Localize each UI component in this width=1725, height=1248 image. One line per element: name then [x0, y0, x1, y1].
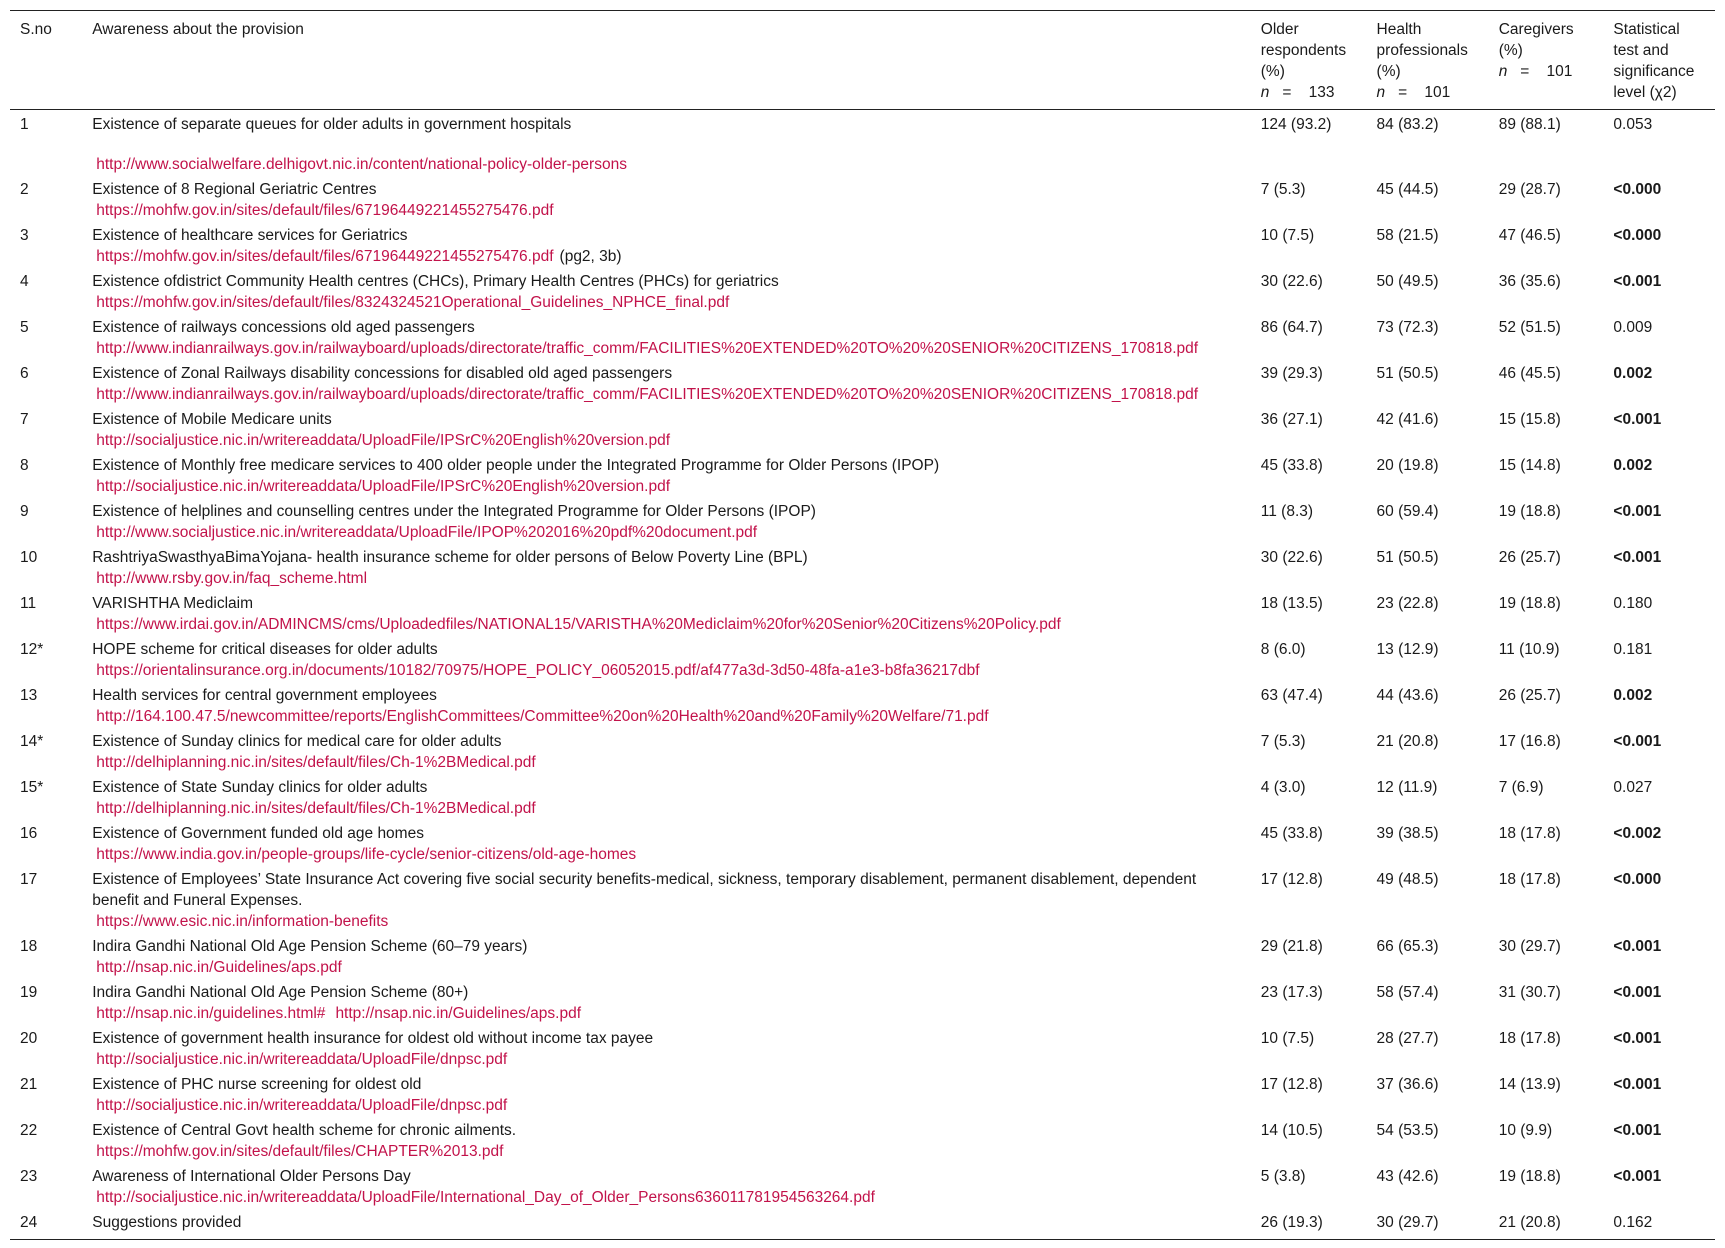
row-health-professionals: 39 (38.5) [1376, 825, 1439, 842]
row-significance: <0.001 [1613, 938, 1662, 955]
row-sno: 9 [20, 503, 29, 520]
table-row [10, 359, 1715, 405]
header-older-n: n = 133 [1260, 84, 1335, 101]
provision-title: Existence of PHC nurse screening for oldest old [92, 1076, 422, 1093]
header-caregivers [1489, 11, 1604, 110]
provision-title: Existence of Zonal Railways disability concessions for disabled old aged passengers [92, 365, 673, 382]
header-statistical-test: Statistical test and significance level (χ2) [1613, 21, 1695, 101]
provision-links [92, 1141, 1245, 1162]
row-caregivers: 10 (9.9) [1498, 1122, 1553, 1139]
provision-title: Existence of Central Govt health scheme for chronic ailments. [92, 1122, 517, 1139]
row-provision [82, 1070, 1251, 1116]
reference-link[interactable]: http://www.indianrailways.gov.in/railwayboard/uploads/directorate/traffic_comm/FACILITIES%20EXTENDED%20TO%20%20SENIOR%20CITIZENS_170818.pdf [96, 386, 1199, 403]
row-health-professionals: 50 (49.5) [1376, 273, 1439, 290]
row-older-respondents: 45 (33.8) [1260, 825, 1323, 842]
row-provision [82, 451, 1251, 497]
provision-title: Awareness of International Older Persons Day [92, 1168, 411, 1185]
row-sno: 18 [20, 938, 38, 955]
reference-link[interactable]: http://socialjustice.nic.in/writereaddata/UploadFile/IPSrC%20English%20version.pdf [96, 432, 671, 449]
row-significance: <0.001 [1613, 549, 1662, 566]
provision-title: Existence ofdistrict Community Health centres (CHCs), Primary Health Centres (PHCs) for geriatrics [92, 273, 779, 290]
row-caregivers: 19 (18.8) [1498, 503, 1561, 520]
provision-links [92, 1049, 1245, 1070]
row-older-respondents: 63 (47.4) [1260, 687, 1323, 704]
row-health-professionals: 51 (50.5) [1376, 549, 1439, 566]
provision-title: Existence of Sunday clinics for medical care for older adults [92, 733, 502, 750]
row-sno: 5 [20, 319, 29, 336]
row-significance: 0.180 [1613, 595, 1653, 612]
reference-link[interactable]: http://www.socialjustice.nic.in/writereaddata/UploadFile/IPOP%202016%20pdf%20document.pdf [96, 524, 758, 541]
reference-link[interactable]: http://www.indianrailways.gov.in/railwayboard/uploads/directorate/traffic_comm/FACILITIES%20EXTENDED%20TO%20%20SENIOR%20CITIZENS_170818.pdf [96, 340, 1199, 357]
row-provision [82, 405, 1251, 451]
provision-links [92, 430, 1245, 451]
provision-links [92, 384, 1245, 405]
table-row [10, 543, 1715, 589]
row-sno: 19 [20, 984, 38, 1001]
row-sno: 16 [20, 825, 38, 842]
provision-links [92, 476, 1245, 497]
row-caregivers: 36 (35.6) [1498, 273, 1561, 290]
row-sno: 13 [20, 687, 38, 704]
row-older-respondents: 36 (27.1) [1260, 411, 1323, 428]
row-health-professionals: 23 (22.8) [1376, 595, 1439, 612]
table-row [10, 978, 1715, 1024]
provision-links [92, 1003, 1245, 1024]
row-significance: 0.181 [1613, 641, 1653, 658]
row-provision [82, 865, 1251, 932]
row-caregivers: 18 (17.8) [1498, 871, 1561, 888]
provision-title: Indira Gandhi National Old Age Pension Scheme (60–79 years) [92, 938, 528, 955]
row-provision [82, 978, 1251, 1024]
provision-title: Suggestions provided [92, 1214, 242, 1231]
table-row [10, 727, 1715, 773]
provision-links [92, 246, 1245, 267]
row-health-professionals: 73 (72.3) [1376, 319, 1439, 336]
row-provision [82, 497, 1251, 543]
row-provision [82, 635, 1251, 681]
provision-title: Existence of Government funded old age homes [92, 825, 424, 842]
row-health-professionals: 66 (65.3) [1376, 938, 1439, 955]
row-caregivers: 31 (30.7) [1498, 984, 1561, 1001]
reference-link[interactable]: http://nsap.nic.in/Guidelines/aps.pdf [96, 959, 342, 976]
row-provision [82, 543, 1251, 589]
row-significance: 0.009 [1613, 319, 1653, 336]
row-provision [82, 1116, 1251, 1162]
table-row [10, 175, 1715, 221]
reference-link[interactable]: https://mohfw.gov.in/sites/default/files/67196449221455275476.pdf [96, 248, 554, 265]
provision-links [92, 911, 1245, 932]
row-older-respondents: 18 (13.5) [1260, 595, 1323, 612]
row-significance: <0.001 [1613, 1168, 1662, 1185]
header-health-professionals [1367, 11, 1489, 110]
row-significance: <0.001 [1613, 273, 1662, 290]
row-sno: 11 [20, 595, 37, 612]
row-caregivers: 47 (46.5) [1498, 227, 1561, 244]
reference-link[interactable]: https://www.irdai.gov.in/ADMINCMS/cms/Uploadedfiles/NATIONAL15/VARISTHA%20Mediclaim%20for%20Senior%20Citizens%20Policy.pdf [96, 616, 1061, 633]
row-sno: 1 [20, 116, 29, 133]
row-caregivers: 14 (13.9) [1498, 1076, 1561, 1093]
row-caregivers: 26 (25.7) [1498, 549, 1561, 566]
provision-links [92, 844, 1245, 865]
row-provision [82, 773, 1251, 819]
provision-title: Health services for central government employees [92, 687, 437, 704]
row-provision [82, 1208, 1251, 1240]
reference-link[interactable]: http://socialjustice.nic.in/writereaddata/UploadFile/International_Day_of_Older_Persons636011781954563264.pdf [96, 1189, 875, 1206]
row-provision [82, 681, 1251, 727]
row-significance: <0.001 [1613, 1030, 1662, 1047]
row-health-professionals: 43 (42.6) [1376, 1168, 1439, 1185]
row-sno: 8 [20, 457, 29, 474]
table-body [10, 110, 1715, 1240]
table-row [10, 1116, 1715, 1162]
row-health-professionals: 30 (29.7) [1376, 1214, 1439, 1231]
row-caregivers: 29 (28.7) [1498, 181, 1561, 198]
table-row [10, 1162, 1715, 1208]
provision-links [92, 338, 1245, 359]
row-sno: 17 [20, 871, 38, 888]
row-sno: 21 [20, 1076, 38, 1093]
row-health-professionals: 84 (83.2) [1376, 116, 1439, 133]
row-significance: 0.002 [1613, 365, 1653, 382]
row-significance: <0.002 [1613, 825, 1662, 842]
table-row [10, 267, 1715, 313]
table-row [10, 405, 1715, 451]
row-significance: <0.000 [1613, 181, 1662, 198]
row-sno: 24 [20, 1214, 38, 1231]
provision-title: HOPE scheme for critical diseases for older adults [92, 641, 438, 658]
reference-link[interactable]: http://www.rsby.gov.in/faq_scheme.html [96, 570, 368, 587]
row-sno: 12* [20, 641, 44, 658]
row-significance: 0.002 [1613, 687, 1653, 704]
row-older-respondents: 5 (3.8) [1260, 1168, 1306, 1185]
reference-link[interactable]: http://socialjustice.nic.in/writereaddata/UploadFile/dnpsc.pdf [96, 1051, 508, 1068]
row-caregivers: 11 (10.9) [1498, 641, 1560, 658]
row-health-professionals: 58 (57.4) [1376, 984, 1439, 1001]
row-health-professionals: 20 (19.8) [1376, 457, 1439, 474]
header-caregivers-label: Caregivers (%) [1498, 21, 1574, 59]
provision-links [92, 1095, 1245, 1116]
row-health-professionals: 44 (43.6) [1376, 687, 1439, 704]
row-caregivers: 17 (16.8) [1498, 733, 1561, 750]
table-row [10, 497, 1715, 543]
row-older-respondents: 86 (64.7) [1260, 319, 1323, 336]
row-sno: 10 [20, 549, 38, 566]
table-row [10, 1024, 1715, 1070]
reference-link[interactable]: http://164.100.47.5/newcommittee/reports/EnglishCommittees/Committee%20on%20Health%20and%20Family%20Welfare/71.pdf [96, 708, 989, 725]
row-caregivers: 15 (15.8) [1498, 411, 1561, 428]
row-provision [82, 267, 1251, 313]
row-older-respondents: 10 (7.5) [1260, 1030, 1315, 1047]
table-row [10, 932, 1715, 978]
row-significance: <0.000 [1613, 227, 1662, 244]
provision-links [92, 660, 1245, 681]
row-significance: <0.001 [1613, 411, 1662, 428]
row-provision [82, 221, 1251, 267]
provision-links [92, 200, 1245, 221]
table-row [10, 681, 1715, 727]
table-row [10, 773, 1715, 819]
row-provision [82, 932, 1251, 978]
row-significance: <0.001 [1613, 503, 1662, 520]
row-significance: 0.053 [1613, 116, 1653, 133]
row-older-respondents: 30 (22.6) [1260, 549, 1323, 566]
provision-links [92, 135, 1245, 175]
provision-links [92, 752, 1245, 773]
provision-title: Existence of Employees’ State Insurance Act covering five social security benefits-medical, sickness, temporary disablement, permanent disablement, dependent benefit and Funeral Expenses. [92, 871, 1197, 909]
row-sno: 15* [20, 779, 44, 796]
row-health-professionals: 58 (21.5) [1376, 227, 1439, 244]
row-provision [82, 727, 1251, 773]
row-health-professionals: 51 (50.5) [1376, 365, 1439, 382]
reference-link[interactable]: https://orientalinsurance.org.in/documents/10182/70975/HOPE_POLICY_06052015.pdf/af477a3d-3d50-48fa-a1e3-b8fa36217dbf [96, 662, 980, 679]
row-sno: 22 [20, 1122, 38, 1139]
provision-title: Existence of Monthly free medicare services to 400 older people under the Integrated Programme for Older Persons (IPOP) [92, 457, 940, 474]
row-health-professionals: 60 (59.4) [1376, 503, 1439, 520]
row-older-respondents: 17 (12.8) [1260, 871, 1323, 888]
table-row [10, 451, 1715, 497]
row-sno: 2 [20, 181, 29, 198]
row-older-respondents: 11 (8.3) [1260, 503, 1314, 520]
header-older-respondents [1251, 11, 1367, 110]
row-significance: 0.002 [1613, 457, 1653, 474]
provision-title: Existence of 8 Regional Geriatric Centres [92, 181, 377, 198]
reference-link[interactable]: http://socialjustice.nic.in/writereaddata/UploadFile/dnpsc.pdf [96, 1097, 508, 1114]
row-caregivers: 18 (17.8) [1498, 825, 1561, 842]
row-older-respondents: 124 (93.2) [1260, 116, 1332, 133]
reference-link[interactable]: https://www.esic.nic.in/information-benefits [96, 913, 389, 930]
row-caregivers: 52 (51.5) [1498, 319, 1561, 336]
provision-title: Indira Gandhi National Old Age Pension Scheme (80+) [92, 984, 469, 1001]
row-older-respondents: 14 (10.5) [1260, 1122, 1323, 1139]
provision-links [92, 522, 1245, 543]
row-older-respondents: 45 (33.8) [1260, 457, 1323, 474]
reference-link[interactable]: http://delhiplanning.nic.in/sites/default/files/Ch-1%2BMedical.pdf [96, 800, 536, 817]
provision-title: RashtriyaSwasthyaBimaYojana- health insurance scheme for older persons of Below Poverty Line (BPL) [92, 549, 808, 566]
row-older-respondents: 30 (22.6) [1260, 273, 1323, 290]
row-older-respondents: 7 (5.3) [1260, 733, 1306, 750]
table-row [10, 221, 1715, 267]
row-older-respondents: 26 (19.3) [1260, 1214, 1323, 1231]
row-older-respondents: 7 (5.3) [1260, 181, 1306, 198]
row-health-professionals: 45 (44.5) [1376, 181, 1439, 198]
row-older-respondents: 8 (6.0) [1260, 641, 1306, 658]
row-significance: 0.162 [1613, 1214, 1653, 1231]
reference-link[interactable]: http://delhiplanning.nic.in/sites/default/files/Ch-1%2BMedical.pdf [96, 754, 536, 771]
row-caregivers: 21 (20.8) [1498, 1214, 1561, 1231]
row-older-respondents: 4 (3.0) [1260, 779, 1306, 796]
provision-title: Existence of State Sunday clinics for older adults [92, 779, 428, 796]
row-caregivers: 19 (18.8) [1498, 595, 1561, 612]
row-health-professionals: 28 (27.7) [1376, 1030, 1439, 1047]
provision-title: Existence of railways concessions old aged passengers [92, 319, 475, 336]
row-provision [82, 110, 1251, 176]
row-sno: 14* [20, 733, 44, 750]
link-note: (pg2, 3b) [559, 248, 622, 265]
row-older-respondents: 23 (17.3) [1260, 984, 1323, 1001]
row-caregivers: 7 (6.9) [1498, 779, 1544, 796]
row-sno: 4 [20, 273, 29, 290]
row-provision [82, 1162, 1251, 1208]
provision-title: Existence of separate queues for older adults in government hospitals [92, 116, 572, 133]
row-sno: 3 [20, 227, 29, 244]
provision-links [92, 706, 1245, 727]
row-provision [82, 359, 1251, 405]
table-row [10, 313, 1715, 359]
row-caregivers: 46 (45.5) [1498, 365, 1561, 382]
row-significance: <0.001 [1613, 984, 1662, 1001]
row-provision [82, 175, 1251, 221]
row-caregivers: 30 (29.7) [1498, 938, 1561, 955]
row-significance: <0.001 [1613, 1076, 1662, 1093]
reference-link[interactable]: https://mohfw.gov.in/sites/default/files/67196449221455275476.pdf [96, 202, 554, 219]
row-provision [82, 819, 1251, 865]
header-health-label: Health professionals (%) [1376, 21, 1468, 80]
header-awareness: Awareness about the provision [92, 21, 304, 38]
row-caregivers: 26 (25.7) [1498, 687, 1561, 704]
table-row [10, 110, 1715, 176]
table-row [10, 865, 1715, 932]
row-health-professionals: 42 (41.6) [1376, 411, 1439, 428]
table-row [10, 819, 1715, 865]
awareness-table-container [10, 10, 1715, 1240]
row-older-respondents: 39 (29.3) [1260, 365, 1323, 382]
row-health-professionals: 12 (11.9) [1376, 779, 1438, 796]
reference-link[interactable]: http://nsap.nic.in/Guidelines/aps.pdf [335, 1005, 582, 1022]
table-row [10, 1070, 1715, 1116]
provision-links [92, 292, 1245, 313]
table-row [10, 1208, 1715, 1240]
reference-link[interactable]: https://www.india.gov.in/people-groups/life-cycle/senior-citizens/old-age-homes [96, 846, 637, 863]
provision-title: Existence of healthcare services for Geriatrics [92, 227, 408, 244]
row-older-respondents: 10 (7.5) [1260, 227, 1315, 244]
provision-title: Existence of government health insurance for oldest old without income tax payee [92, 1030, 654, 1047]
row-caregivers: 18 (17.8) [1498, 1030, 1561, 1047]
provision-links [92, 1187, 1245, 1208]
row-sno: 23 [20, 1168, 38, 1185]
row-sno: 6 [20, 365, 29, 382]
header-older-label: Older respondents (%) [1260, 21, 1347, 80]
header-health-n: n = 101 [1376, 84, 1451, 101]
provision-title: VARISHTHA Mediclaim [92, 595, 254, 612]
row-health-professionals: 54 (53.5) [1376, 1122, 1439, 1139]
row-provision [82, 589, 1251, 635]
row-significance: 0.027 [1613, 779, 1653, 796]
row-provision [82, 1024, 1251, 1070]
provision-title: Existence of helplines and counselling centres under the Integrated Programme for Older Persons (IPOP) [92, 503, 816, 520]
row-significance: <0.001 [1613, 1122, 1662, 1139]
provision-links [92, 614, 1245, 635]
row-significance: <0.001 [1613, 733, 1662, 750]
reference-link[interactable]: http://nsap.nic.in/guidelines.html# [96, 1005, 326, 1022]
awareness-table [10, 10, 1715, 1240]
provision-links [92, 957, 1245, 978]
reference-link[interactable]: https://mohfw.gov.in/sites/default/files/8324324521Operational_Guidelines_NPHCE_final.pdf [96, 294, 730, 311]
row-sno: 7 [20, 411, 29, 428]
row-health-professionals: 21 (20.8) [1376, 733, 1439, 750]
row-health-professionals: 49 (48.5) [1376, 871, 1439, 888]
provision-links [92, 568, 1245, 589]
table-row [10, 635, 1715, 681]
provision-title: Existence of Mobile Medicare units [92, 411, 332, 428]
row-older-respondents: 29 (21.8) [1260, 938, 1323, 955]
reference-link[interactable]: http://www.socialwelfare.delhigovt.nic.in/content/national-policy-older-persons [96, 156, 627, 173]
row-provision [82, 313, 1251, 359]
reference-link[interactable]: https://mohfw.gov.in/sites/default/files/CHAPTER%2013.pdf [96, 1143, 504, 1160]
row-health-professionals: 13 (12.9) [1376, 641, 1439, 658]
row-sno: 20 [20, 1030, 38, 1047]
row-caregivers: 19 (18.8) [1498, 1168, 1561, 1185]
table-row [10, 589, 1715, 635]
row-caregivers: 89 (88.1) [1498, 116, 1561, 133]
header-sno: S.no [20, 21, 52, 38]
table-header [10, 11, 1715, 110]
reference-link[interactable]: http://socialjustice.nic.in/writereaddata/UploadFile/IPSrC%20English%20version.pdf [96, 478, 671, 495]
row-caregivers: 15 (14.8) [1498, 457, 1561, 474]
header-caregivers-n: n = 101 [1498, 63, 1573, 80]
row-health-professionals: 37 (36.6) [1376, 1076, 1439, 1093]
provision-links [92, 798, 1245, 819]
row-older-respondents: 17 (12.8) [1260, 1076, 1323, 1093]
row-significance: <0.000 [1613, 871, 1662, 888]
